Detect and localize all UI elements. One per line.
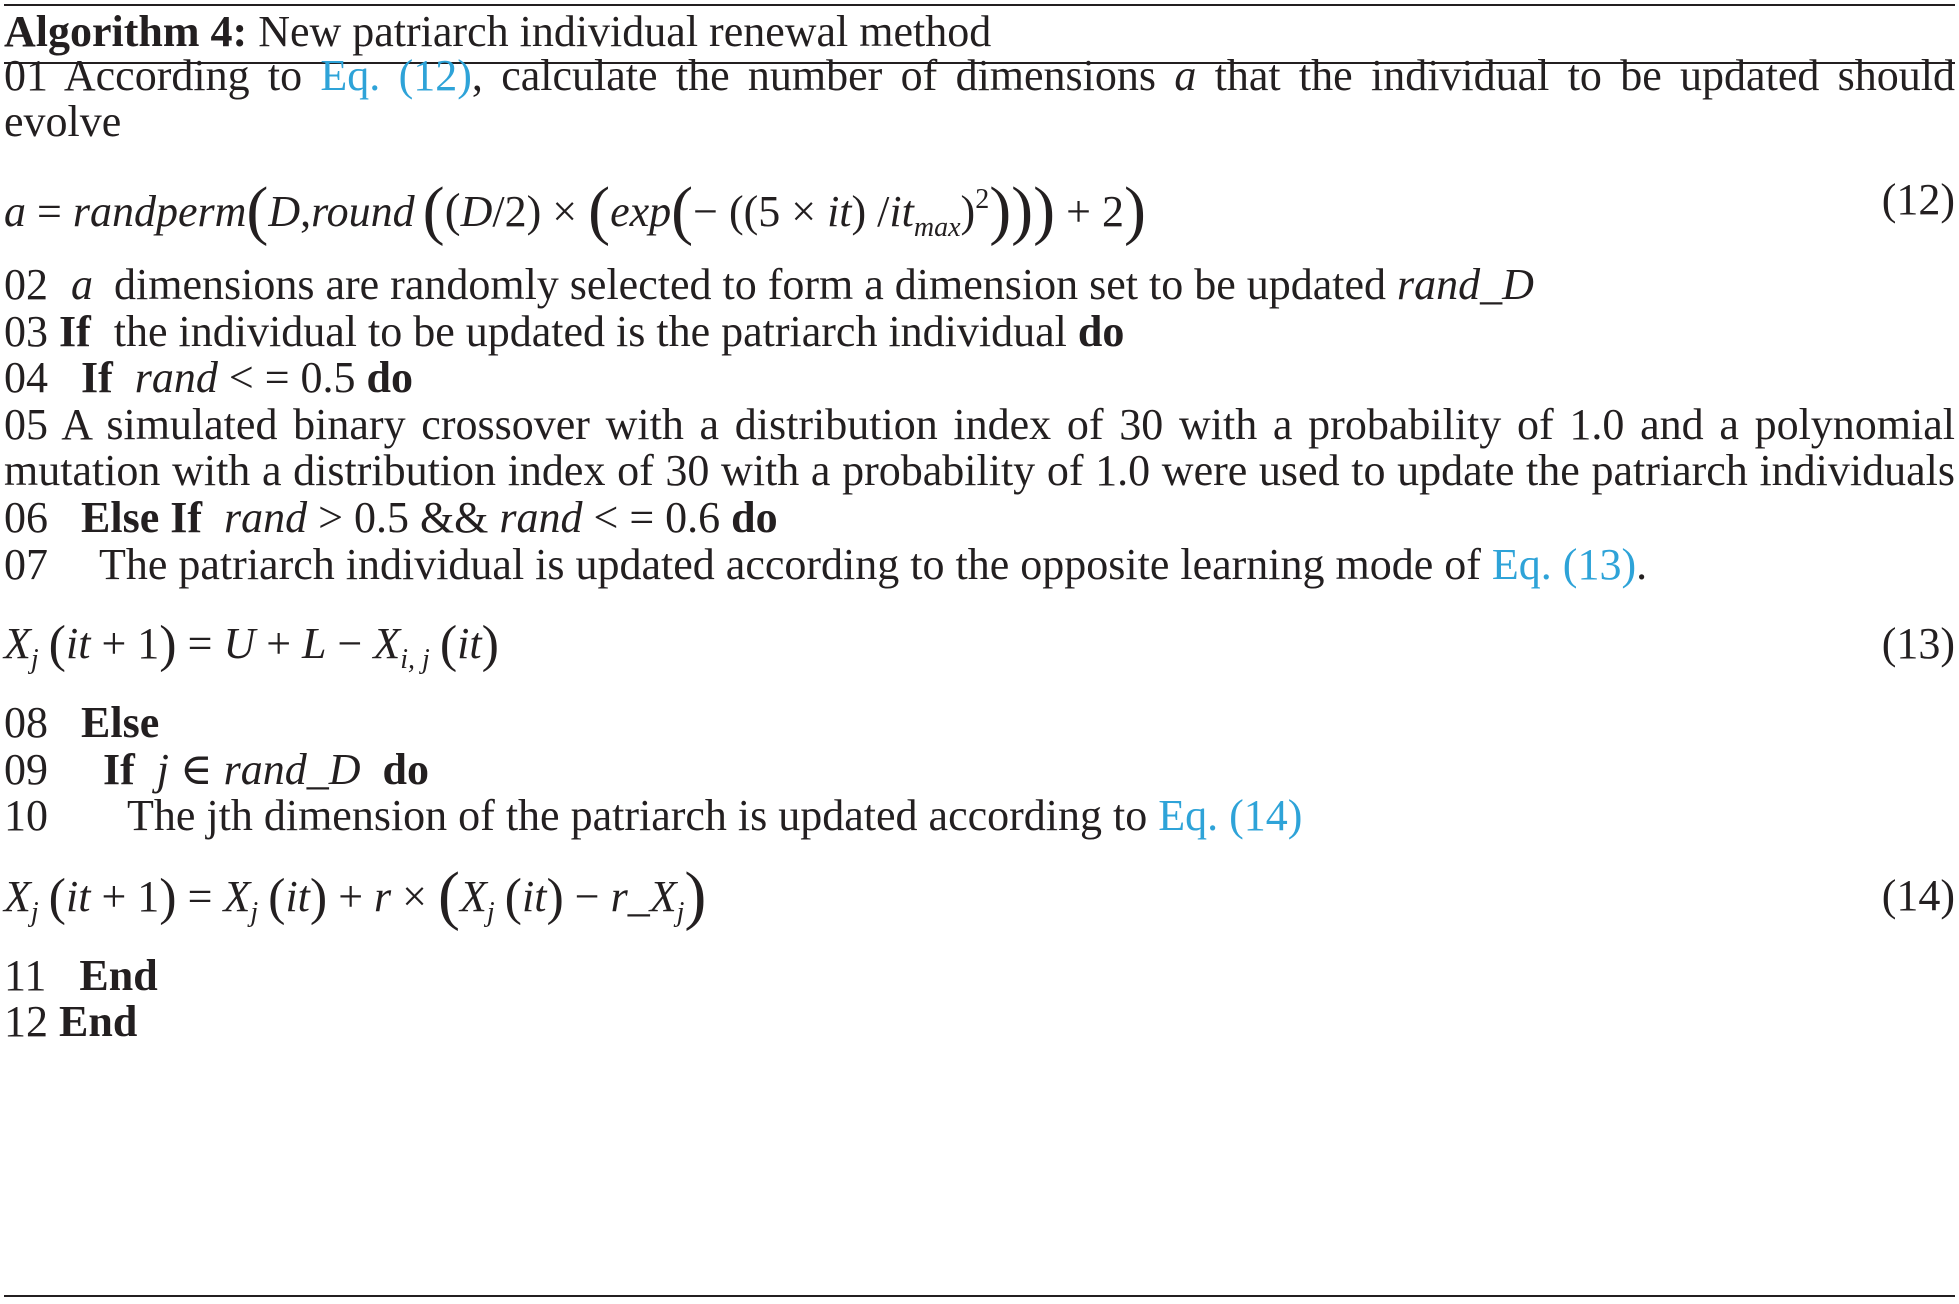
eq12-it: it (827, 187, 852, 236)
eq14-j4: j (676, 897, 685, 928)
eq14-X4: X (649, 872, 677, 921)
eq12-plus2: + 2 (1055, 187, 1124, 236)
keyword-end: End (79, 951, 158, 1000)
line-01-suffix: that the individual to be updated should (1196, 51, 1955, 100)
line-number: 12 (4, 997, 59, 1046)
eq14-r-underscore: r_ (610, 872, 650, 921)
eq13-minus: − (326, 619, 374, 668)
eq13-L: L (302, 619, 327, 668)
eq14-X: X (4, 872, 31, 921)
var-a: a (1174, 51, 1197, 100)
var-a: a (71, 260, 93, 309)
eq12-D: D (268, 187, 301, 236)
eq12-randperm: randperm (72, 187, 247, 236)
eq13-it: it (66, 619, 91, 668)
eq14-j3: j (486, 897, 495, 928)
line-06 (4, 492, 778, 544)
line-05-cont: mutation with a distribution index of 30 with a probability of 1.0 were used to update the patriarch individuals (4, 446, 1955, 495)
line-11 (4, 950, 158, 1002)
eq12-equals: = (26, 187, 73, 236)
var-rand: rand (224, 493, 308, 542)
equation-14-formula: $X_j$ $(it + 1) = X_j$ $(it) + r \times (X_j$ $(it) - r\_X_j$) (4, 859, 707, 932)
line-10-text: The jth dimension of the patriarch is updated according to (127, 791, 1159, 840)
line-06-text2: < = 0.6 (582, 493, 732, 542)
line-01-prefix: 01 According to (4, 51, 321, 100)
keyword-do: do (731, 493, 778, 542)
line-01 (4, 50, 1955, 102)
eq12-half: /2) × (492, 187, 589, 236)
line-02-text: dimensions are randomly selected to form a dimension set to be updated (103, 260, 1398, 309)
eq13-X: X (4, 619, 31, 668)
line-12 (4, 996, 137, 1048)
var-rand: rand (134, 353, 218, 402)
eq14-it3: it (521, 872, 547, 921)
eq14-X2: X (223, 872, 251, 921)
line-number: 10 (4, 791, 59, 840)
eq12-round: round (311, 187, 415, 236)
keyword-do: do (1077, 307, 1125, 356)
eq13-X2: X (373, 619, 401, 668)
line-07 (4, 539, 1647, 591)
line-04 (4, 352, 413, 404)
keyword-if: If (103, 745, 135, 794)
line-number: 03 (4, 307, 59, 356)
line-02 (4, 259, 1534, 311)
eq12-minus: − ((5 × (693, 187, 828, 236)
keyword-do: do (366, 353, 414, 402)
eq12-comma: , (300, 187, 312, 236)
eq13-plus1: + 1 (90, 619, 160, 668)
line-number: 07 (4, 540, 59, 589)
eq13-plus: + (255, 619, 303, 668)
var-rand: rand (499, 493, 583, 542)
eq14-plus1: + 1 (90, 872, 160, 921)
eq12-paren: ( (422, 174, 445, 247)
eq12-paren: ( (444, 184, 461, 237)
eq14-r: r (374, 872, 392, 921)
eq13-it2: it (457, 619, 482, 668)
line-07-end: . (1636, 540, 1648, 589)
keyword-if: If (59, 307, 91, 356)
line-10 (4, 790, 1302, 842)
algorithm-label: Algorithm 4: (4, 7, 248, 56)
line-08 (4, 697, 159, 749)
line-number: 09 (4, 745, 59, 794)
eq-12-link[interactable]: Eq. (12) (320, 51, 472, 100)
line-03-text: the individual to be updated is the patriarch individual (102, 307, 1078, 356)
element-of: ∈ (169, 745, 224, 794)
keyword-else: Else (81, 698, 160, 747)
eq12-paren: ))) (989, 174, 1056, 247)
algorithm-name: New patriarch individual renewal method (258, 7, 992, 56)
line-09 (4, 744, 429, 796)
line-01-cont: evolve (4, 97, 122, 146)
equation-12 (4, 160, 1955, 247)
eq12-slash: ) / (851, 187, 890, 236)
eq14-it: it (66, 872, 91, 921)
eq14-it2: it (285, 872, 310, 921)
eq12-D2: D (460, 187, 493, 236)
eq12-paren: ( (246, 174, 269, 247)
line-07-text: The patriarch individual is updated according to the opposite learning mode of (99, 540, 1492, 589)
line-number: 11 (4, 951, 58, 1000)
var-j: j (156, 745, 170, 794)
equation-13-number: (13) (1881, 619, 1955, 668)
eq14-times: × (391, 872, 438, 921)
equation-12-formula (4, 160, 1146, 268)
eq14-j: j (30, 897, 39, 928)
eq13-U: U (223, 619, 256, 668)
equation-14 (4, 856, 1955, 936)
eq14-X3: X (459, 872, 487, 921)
keyword-else-if: Else If (81, 493, 202, 542)
line-03 (4, 306, 1124, 358)
eq12-exp: exp (610, 187, 672, 236)
eq13-ij: i, j (400, 644, 430, 675)
eq14-j2: j (250, 897, 259, 928)
eq12-square: 2 (975, 184, 990, 215)
equation-14-number: (14) (1881, 871, 1955, 920)
eq12-paren: ( (588, 174, 611, 247)
eq12-paren: ( (671, 174, 694, 247)
eq14-equals: = (176, 872, 224, 921)
var-rand-d: rand_D (1397, 260, 1534, 309)
line-number: 02 (4, 260, 59, 309)
eq-13-link[interactable]: Eq. (13) (1491, 540, 1637, 589)
eq-14-link[interactable]: Eq. (14) (1158, 791, 1303, 840)
line-06-text: > 0.5 && (307, 493, 500, 542)
eq13-equals: = (176, 619, 224, 668)
eq12-close: ) (960, 187, 976, 236)
eq12-paren: ) (1123, 174, 1146, 247)
eq12-max-subscript: max (913, 212, 961, 243)
eq14-plus: + (327, 872, 375, 921)
equation-13 (4, 604, 1955, 684)
line-number: 06 (4, 493, 59, 542)
keyword-if: If (81, 353, 113, 402)
keyword-end: End (59, 997, 138, 1046)
keyword-do: do (382, 745, 429, 794)
line-number: 08 (4, 698, 59, 747)
equation-13-formula: $X_j$ $(it + 1) = U + L - X_{i, j}$ (it) (4, 616, 499, 675)
line-number: 04 (4, 353, 59, 402)
eq12-a: a (4, 187, 26, 236)
line-01-mid: , calculate the number of dimensions (471, 51, 1175, 100)
bottom-rule (4, 1295, 1955, 1297)
line-04-text: < = 0.5 (217, 353, 367, 402)
eq12-itmax: it (889, 187, 914, 236)
line-05: 05 A simulated binary crossover with a distribution index of 30 with a probability of 1.0 and a polynomial (4, 400, 1955, 449)
equation-12-number: (12) (1881, 175, 1955, 224)
eq13-j: j (30, 644, 39, 675)
var-rand-d: rand_D (223, 745, 361, 794)
eq14-minus: − (563, 872, 611, 921)
